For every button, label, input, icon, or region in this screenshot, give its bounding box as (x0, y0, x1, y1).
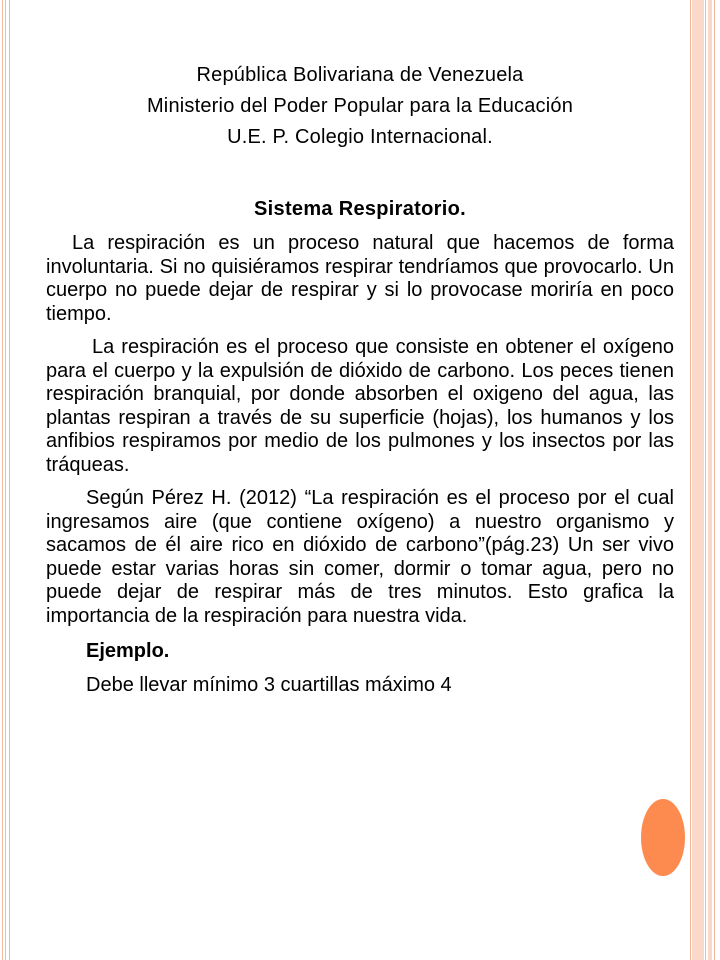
document-body (46, 232, 674, 697)
example-label: Ejemplo. (86, 640, 170, 662)
example-text: Debe llevar mínimo 3 cuartillas máximo 4 (86, 673, 452, 696)
header-school: U.E. P. Colegio Internacional. (227, 126, 493, 148)
paragraph-3: Según Pérez H. (2012) “La respiración es el proceso por el cual ingresamos aire (que contiene oxígeno) a nuestro organismo y sacamos de él aire rico en dióxido de carbono”(pág.23) Un ser vivo puede estar varias horas sin comer, dormir o tomar agua, pero no puede dejar de respirar más de tres minutos. Esto grafica la importancia de la respiración para nuestra vida. (46, 487, 674, 627)
document-title: Sistema Respiratorio. (254, 198, 466, 220)
header-republic: República Bolivariana de Venezuela (196, 64, 524, 86)
document-header (0, 60, 720, 153)
paragraph-2: La respiración es el proceso que consiste en obtener el oxígeno para el cuerpo y la expulsión de dióxido de carbono. Los peces tienen respiración branquial, por donde absorben el oxigeno del agua, las plantas respiran a través de su superficie (hojas), los humanos y los anfibios respiramos por medio de los pulmones y los insectos por las tráqueas. (46, 336, 674, 476)
paragraph-1: La respiración es un proceso natural que hacemos de forma involuntaria. Si no quisiéramos respirar tendríamos que provocarlo. Un cuerpo no puede dejar de respirar y si lo provocase moriría en poco tiempo. (46, 232, 674, 325)
header-ministry: Ministerio del Poder Popular para la Educación (146, 95, 574, 117)
orange-oval-decoration (641, 799, 685, 876)
